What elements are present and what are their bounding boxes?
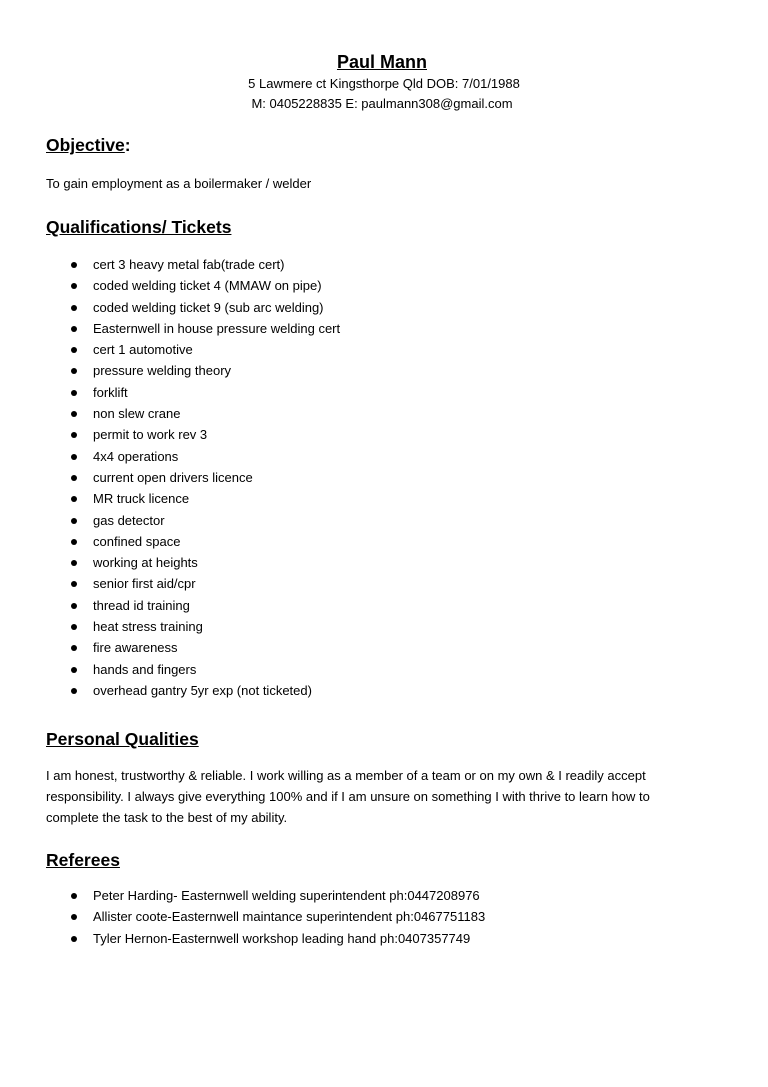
personal-qualities-line-1: I am honest, trustworthy & reliable. I work willing as a member of a team or on my own & I readily accept (46, 768, 646, 783)
bullet-icon (71, 347, 77, 353)
bullet-icon (71, 432, 77, 438)
qualification-item-text: cert 1 automotive (93, 342, 193, 358)
address-line: 5 Lawmere ct Kingsthorpe Qld DOB: 7/01/1988 (248, 76, 520, 91)
qualification-item (46, 510, 716, 531)
bullet-icon (71, 326, 77, 332)
bullet-icon (71, 581, 77, 587)
qualification-item (46, 318, 716, 339)
qualification-item-text: gas detector (93, 512, 165, 528)
qualification-item-text: cert 3 heavy metal fab(trade cert) (93, 257, 285, 272)
qualifications-heading (46, 216, 716, 238)
objective-section (46, 134, 716, 194)
qualification-item (46, 360, 716, 381)
qualification-item (46, 659, 716, 680)
qualification-item (46, 382, 716, 403)
qualification-item (46, 275, 716, 296)
qualification-item (46, 297, 716, 318)
personal-qualities-heading-text: Personal Qualities (46, 729, 199, 749)
qualification-item (46, 446, 716, 467)
qualification-item (46, 680, 716, 701)
bullet-icon (71, 539, 77, 545)
bullet-icon (71, 624, 77, 630)
personal-qualities-section (46, 728, 716, 828)
qualification-item-text: permit to work rev 3 (93, 427, 208, 443)
bullet-icon (71, 645, 77, 651)
qualification-item-text: fire awareness (93, 640, 178, 656)
qualification-item (46, 531, 716, 552)
bullet-icon (71, 936, 77, 942)
qualifications-section (46, 216, 716, 701)
qualification-item-text: overhead gantry 5yr exp (not ticketed) (93, 682, 312, 698)
bullet-icon (71, 560, 77, 566)
bullet-icon (71, 496, 77, 502)
qualification-item-text: non slew crane (93, 406, 181, 422)
qualification-item (46, 595, 716, 616)
candidate-name: Paul Mann (336, 52, 427, 72)
qualification-item (46, 616, 716, 637)
objective-heading (46, 134, 716, 156)
qualifications-list (46, 254, 716, 701)
qualification-item (46, 552, 716, 573)
qualification-item-text: MR truck licence (93, 491, 190, 507)
bullet-icon (71, 688, 77, 694)
qualification-item (46, 488, 716, 509)
qualification-item (46, 403, 716, 424)
personal-qualities-heading (46, 728, 716, 750)
qualification-item-text: senior first aid/cpr (93, 576, 196, 592)
referee-item-text: Allister coote-Easternwell maintance superintendent ph:0467751183 (93, 909, 486, 925)
qualification-item (46, 339, 716, 360)
qualification-item (46, 637, 716, 658)
qualification-item-text: thread id training (93, 597, 190, 613)
bullet-icon (71, 262, 77, 268)
qualification-item-text: forklift (93, 384, 128, 400)
bullet-icon (71, 305, 77, 311)
bullet-icon (71, 603, 77, 609)
objective-heading-colon: : (124, 135, 131, 155)
personal-qualities-line-3: complete the task to the best of my ability. (46, 810, 288, 825)
referee-item-text: Tyler Hernon-Easternwell workshop leading hand ph:0407357749 (93, 930, 471, 946)
qualification-item-text: Easternwell in house pressure welding cert (93, 320, 341, 336)
qualifications-heading-text: Qualifications/ Tickets (46, 217, 232, 237)
qualification-item-text: working at heights (93, 555, 198, 571)
bullet-icon (71, 518, 77, 524)
qualification-item-text: coded welding ticket 9 (sub arc welding) (93, 299, 324, 315)
referee-item-text: Peter Harding- Easternwell welding superintendent ph:0447208976 (93, 888, 480, 903)
referee-item (46, 885, 716, 906)
qualification-item-text: current open drivers licence (93, 469, 253, 485)
bullet-icon (71, 368, 77, 374)
bullet-icon (71, 411, 77, 417)
qualification-item-text: confined space (93, 533, 181, 549)
bullet-icon (71, 667, 77, 673)
referees-heading (46, 849, 716, 871)
qualification-item-text: heat stress training (93, 619, 203, 635)
referee-item (46, 906, 716, 927)
referees-section (46, 849, 716, 949)
qualification-item-text: coded welding ticket 4 (MMAW on pipe) (93, 278, 322, 294)
bullet-icon (71, 893, 77, 899)
qualification-item-text: hands and fingers (93, 661, 197, 677)
bullet-icon (71, 475, 77, 481)
contact-line: M: 0405228835 E: paulmann308@gmail.com (251, 96, 513, 111)
referees-heading-text: Referees (46, 850, 120, 870)
qualification-item (46, 573, 716, 594)
resume-header (0, 50, 768, 114)
referees-list (46, 885, 716, 949)
personal-qualities-line-2: responsibility. I always give everything 100% and if I am unsure on something I with thrive to learn how to (46, 789, 650, 804)
bullet-icon (71, 390, 77, 396)
qualification-item-text: 4x4 operations (93, 448, 179, 464)
referee-item (46, 928, 716, 949)
bullet-icon (71, 914, 77, 920)
objective-heading-text: Objective (46, 135, 125, 155)
qualification-item (46, 467, 716, 488)
qualification-item (46, 254, 716, 275)
bullet-icon (71, 454, 77, 460)
objective-text: To gain employment as a boilermaker / welder (46, 176, 312, 191)
bullet-icon (71, 283, 77, 289)
qualification-item-text: pressure welding theory (93, 363, 232, 379)
qualification-item (46, 424, 716, 445)
